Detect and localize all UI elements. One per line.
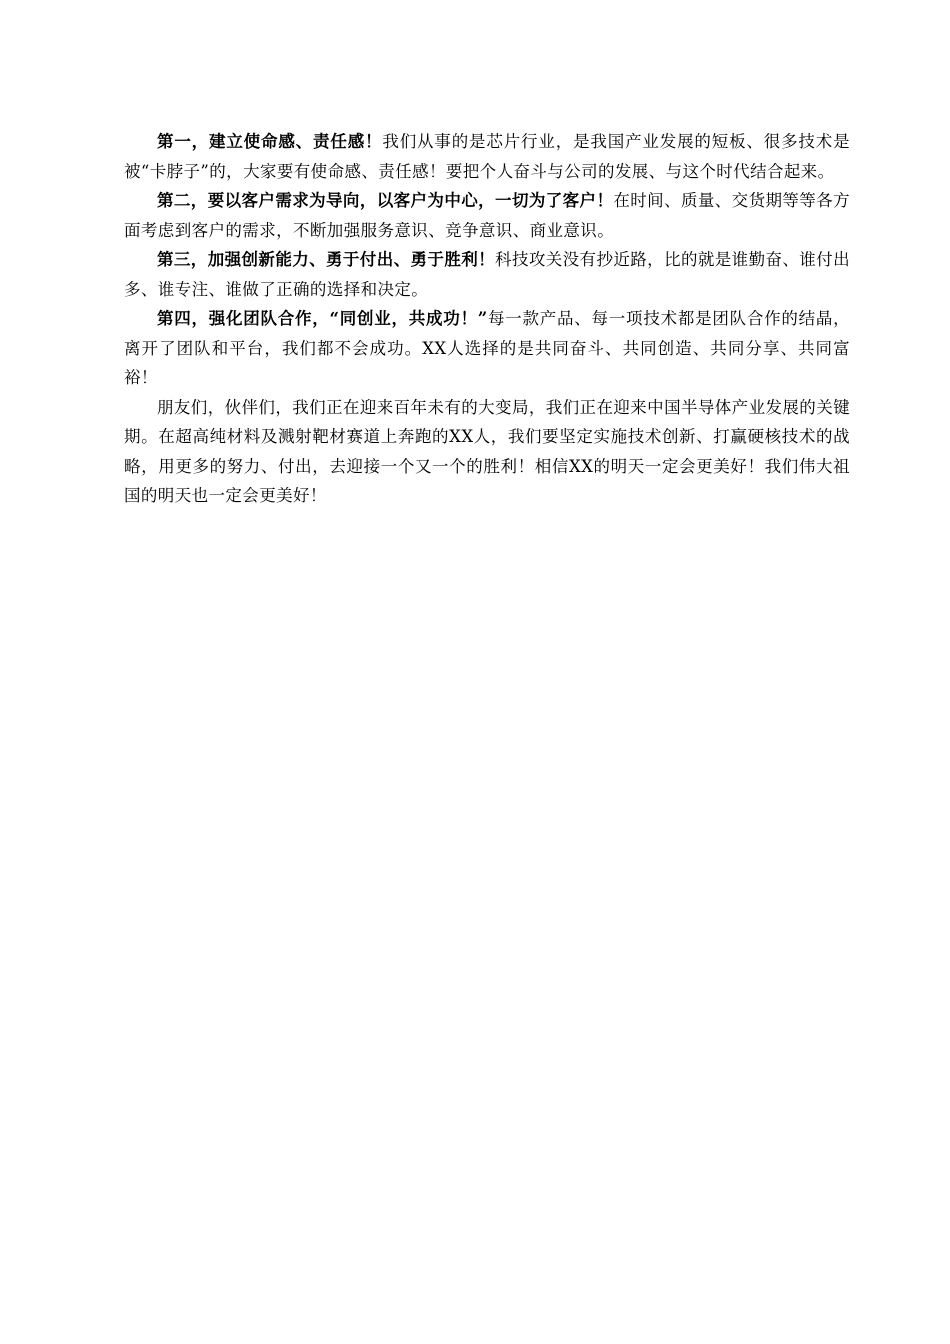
document-page (124, 127, 850, 511)
paragraph-5 (124, 393, 850, 511)
paragraph-2-lead: 第二，要以客户需求为导向，以客户为中心，一切为了客户！ (157, 191, 614, 210)
paragraph-4-lead: 第四，强化团队合作，“同创业，共成功！” (157, 309, 488, 328)
paragraph-1 (124, 127, 850, 186)
paragraph-3-body: 科技攻关没有抄近路，比的就是谁勤奋、谁付出多、谁专注、谁做了正确的选择和决定。 (124, 250, 850, 299)
paragraph-1-body: 我们从事的是芯片行业，是我国产业发展的短板、很多技术是被“卡脖子”的，大家要有使命感、责任感！要把个人奋斗与公司的发展、与这个时代结合起来。 (124, 132, 850, 181)
paragraph-5-body: 朋友们，伙伴们，我们正在迎来百年未有的大变局，我们正在迎来中国半导体产业发展的关键期。在超高纯材料及溅射靶材赛道上奔跑的XX人，我们要坚定实施技术创新、打赢硬核技术的战略，用更多的努力、付出，去迎接一个又一个的胜利！相信XX的明天一定会更美好！我们伟大祖国的明天也一定会更美好！ (124, 397, 850, 505)
paragraph-3-lead: 第三，加强创新能力、勇于付出、勇于胜利！ (157, 250, 496, 269)
paragraph-4-body: 每一款产品、每一项技术都是团队合作的结晶，离开了团队和平台，我们都不会成功。XX人选择的是共同奋斗、共同创造、共同分享、共同富裕！ (124, 309, 850, 387)
paragraph-4 (124, 304, 850, 393)
paragraph-2-body: 在时间、质量、交货期等等各方面考虑到客户的需求，不断加强服务意识、竞争意识、商业意识。 (124, 191, 850, 240)
paragraph-3 (124, 245, 850, 304)
paragraph-1-lead: 第一，建立使命感、责任感！ (157, 132, 383, 151)
paragraph-2 (124, 186, 850, 245)
